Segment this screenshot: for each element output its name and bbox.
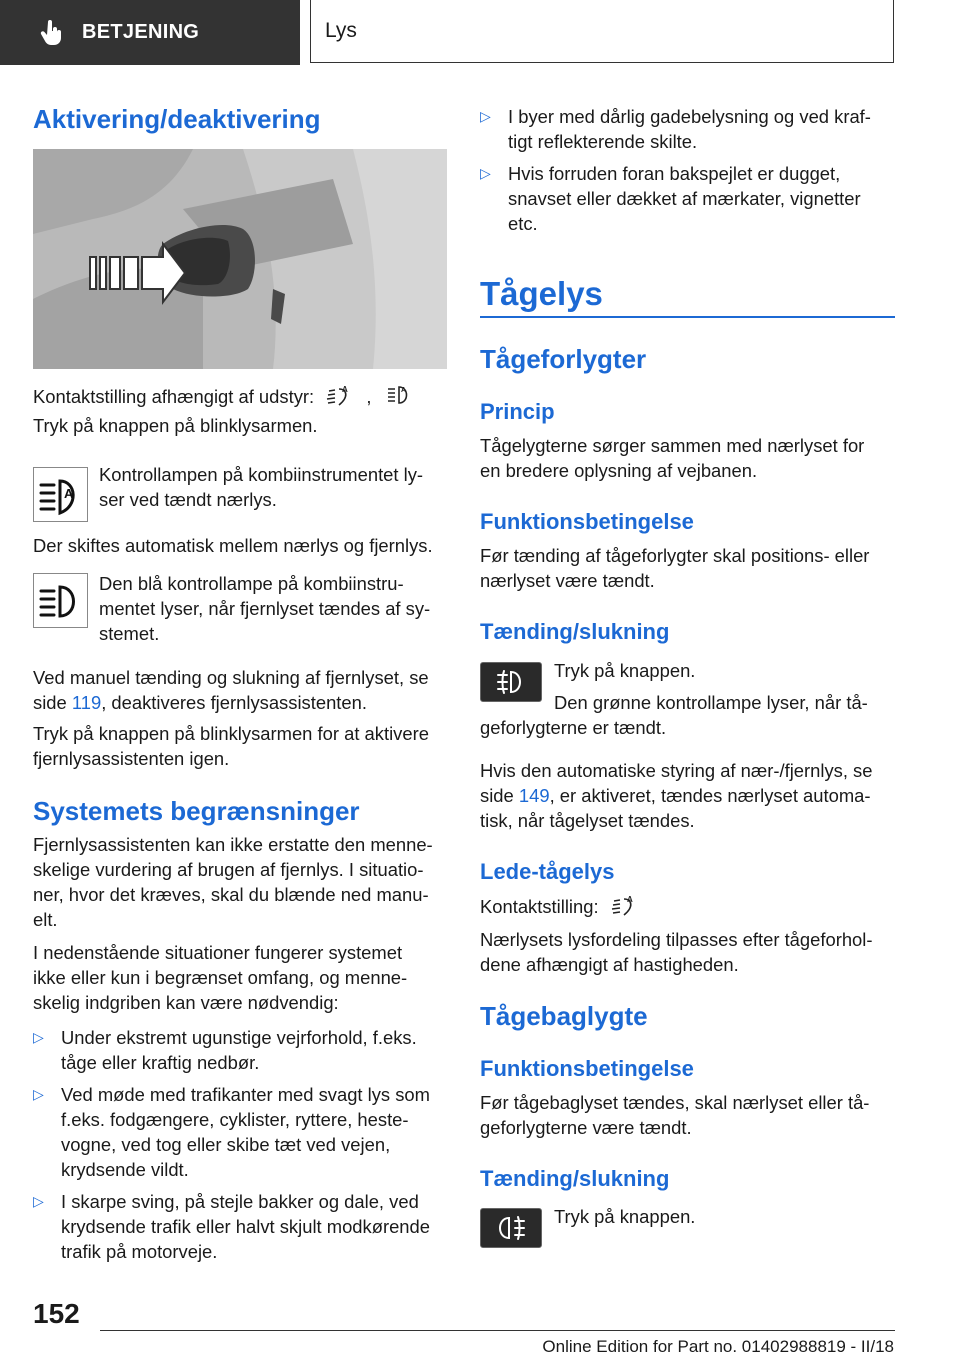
heading-funktionsbetingelse-2: Funktionsbetingelse	[480, 1056, 694, 1081]
funk1-l2: nærlyset være tændt.	[480, 570, 655, 591]
taend1-b: Den grønne kontrollampe lyser, når tå‐	[554, 692, 868, 713]
svg-text:A: A	[626, 895, 633, 904]
auto-light-symbol-icon	[610, 893, 640, 917]
list-item-line: vogne, ved tog eller skibe tæt ved vejen,	[61, 1134, 391, 1155]
front-fog-button[interactable]	[480, 662, 542, 702]
skift-text: Der skiftes automatisk mellem nærlys og fjernlys.	[33, 535, 433, 556]
high-beam-assist-symbol-icon	[385, 383, 415, 407]
indicator-text-2-line1: Den blå kontrollampe på kombiinstru‐	[99, 573, 404, 594]
list-item	[480, 104, 895, 154]
lede-p-l2: dene afhængigt af hastigheden.	[480, 954, 739, 975]
indicator-text-1-line2: ser ved tændt nærlys.	[99, 489, 277, 510]
triangle-bullet-icon: ▷	[480, 165, 491, 181]
list-item-line: Under ekstremt ugunstige vejrforhold, f.eks.	[61, 1027, 417, 1048]
rear-fog-light-icon	[481, 1209, 541, 1247]
list-item-line: I byer med dårlig gadebelysning og ved kraf‐	[508, 106, 871, 127]
edition-text: Online Edition for Part no. 01402988819 - II/18	[542, 1337, 894, 1356]
chapter-title: Lys	[325, 19, 357, 42]
triangle-bullet-icon: ▷	[480, 108, 491, 124]
heading-aktivering: Aktivering/deaktivering	[33, 104, 321, 134]
list-item	[33, 1082, 447, 1182]
svg-text:A: A	[400, 387, 406, 394]
list-item-line: Ved møde med trafikanter med svagt lys som	[61, 1084, 430, 1105]
page-link-149[interactable]: 149	[518, 785, 550, 806]
sys-p1-l3: ner, hvor det kræves, skal du blænde ned manu‐	[33, 884, 429, 905]
list-item-line: f.eks. fodgængere, cyklister, ryttere, heste‐	[61, 1109, 409, 1130]
hand-pointer-icon	[38, 19, 66, 47]
front-fog-light-icon	[481, 663, 541, 701]
heading-funktionsbetingelse-1: Funktionsbetingelse	[480, 509, 694, 534]
manuel-line2	[33, 690, 367, 715]
high-beam-indicator-icon	[34, 574, 87, 627]
manuel-rest: , deaktiveres fjernlysassistenten.	[101, 692, 367, 713]
taend1-c: geforlygterne er tændt.	[480, 717, 667, 738]
funk2-l2: geforlygterne være tændt.	[480, 1117, 692, 1138]
princip-l1: Tågelygterne sørger sammen med nærlyset for	[480, 435, 865, 456]
tryk-text-1: Tryk på knappen på blinklysarmen.	[33, 415, 318, 436]
kontakt-line	[33, 383, 415, 409]
taend1-a: Tryk på knappen.	[554, 660, 696, 681]
list-item	[33, 1189, 447, 1264]
taend2-text: Tryk på knappen.	[554, 1206, 696, 1227]
auto-l3: tisk, når tågelyset tændes.	[480, 810, 695, 831]
auto-l1: Hvis den automatiske styring af nær-/fjernlys, se	[480, 760, 873, 781]
kontakt-text: Kontaktstilling afhængigt af udstyr:	[33, 386, 315, 407]
princip-l2: en bredere oplysning af vejbanen.	[480, 460, 758, 481]
svg-text:A: A	[64, 486, 74, 501]
triangle-bullet-icon: ▷	[33, 1193, 44, 1209]
heading-tageforlygter: Tågeforlygter	[480, 344, 647, 374]
indicator-box-auto	[33, 467, 88, 522]
heading-princip: Princip	[480, 399, 555, 424]
tryk2-line2: fjernlysassistenten igen.	[33, 748, 230, 769]
list-item-line: tåge eller kraftig nedbør.	[61, 1052, 260, 1073]
heading-lede: Lede-tågelys	[480, 859, 615, 884]
list-item-line: trafik på motorveje.	[61, 1241, 218, 1262]
lede-p-l1: Nærlysets lysfordeling tilpasses efter tågeforhol‐	[480, 929, 873, 950]
continued-list	[480, 104, 895, 236]
list-item-line: snavset eller dækket af mærkater, vignetter	[508, 188, 861, 209]
auto-rest: , er aktiveret, tændes nærlyset automa‐	[549, 785, 871, 806]
manuel-line1: Ved manuel tænding og slukning af fjernlyset, se	[33, 667, 429, 688]
footer-rule	[100, 1330, 895, 1331]
chapter-tab	[310, 0, 894, 63]
lede-kontakt-line	[480, 893, 640, 919]
kontakt-separator: ,	[366, 386, 372, 407]
list-item-line: I skarpe sving, på stejle bakker og dale, ved	[61, 1191, 419, 1212]
section-title: BETJENING	[82, 21, 200, 43]
stalk-illustration	[33, 149, 447, 369]
heading-taending-2: Tænding/slukning	[480, 1166, 670, 1191]
indicator-box-highbeam	[33, 573, 88, 628]
triangle-bullet-icon: ▷	[33, 1029, 44, 1045]
list-item-line: etc.	[508, 213, 538, 234]
auto-light-symbol-icon	[325, 383, 355, 407]
section-tab	[0, 0, 300, 65]
sys-p2-l3: skelig indgriben kan være nødvendig:	[33, 992, 339, 1013]
sys-p2-l2: ikke eller kun i begrænset omfang, og menne‐	[33, 967, 408, 988]
auto-headlight-indicator-icon	[34, 468, 87, 521]
list-item-line: Hvis forruden foran bakspejlet er dugget,	[508, 163, 841, 184]
heading-tagebaglygte: Tågebaglygte	[480, 1001, 648, 1031]
heading-systemets: Systemets begrænsninger	[33, 796, 360, 826]
page-link-119[interactable]: 119	[71, 692, 102, 713]
indicator-text-2-line2: mentet lyser, når fjernlyset tændes af sy‐	[99, 598, 431, 619]
funk1-l1: Før tænding af tågeforlygter skal positions- eller	[480, 545, 870, 566]
funk2-l1: Før tågebaglyset tændes, skal nærlyset eller tå‐	[480, 1092, 870, 1113]
list-item-line: krydsende trafik eller halvt skjult modkørende	[61, 1216, 430, 1237]
svg-text:A: A	[342, 385, 349, 394]
heading-taending-1: Tænding/slukning	[480, 619, 670, 644]
sys-p2-l1: I nedenstående situationer fungerer systemet	[33, 942, 403, 963]
rear-fog-button[interactable]	[480, 1208, 542, 1248]
tryk2-line1: Tryk på knappen på blinklysarmen for at aktivere	[33, 723, 429, 744]
sys-p1-l1: Fjernlysassistenten kan ikke erstatte den menne‐	[33, 834, 433, 855]
lede-kontakt-text: Kontaktstilling:	[480, 896, 599, 917]
auto-l2	[480, 783, 871, 808]
manuel-side-word: side	[33, 692, 67, 713]
sys-p1-l4: elt.	[33, 909, 58, 930]
indicator-text-2-line3: stemet.	[99, 623, 160, 644]
list-item	[33, 1025, 447, 1075]
sys-p1-l2: skelige vurdering af brugen af fjernlys. I situatio‐	[33, 859, 424, 880]
indicator-text-1-line1: Kontrollampen på kombiinstrumentet ly‐	[99, 464, 424, 485]
chapter-heading-tagelys: Tågelys	[480, 275, 603, 312]
page-number: 152	[33, 1298, 80, 1329]
auto-side-word: side	[480, 785, 514, 806]
list-item	[480, 161, 895, 236]
chapter-rule	[480, 316, 895, 318]
list-item-line: tigt reflekterende skilte.	[508, 131, 698, 152]
list-item-line: krydsende vildt.	[61, 1159, 189, 1180]
triangle-bullet-icon: ▷	[33, 1086, 44, 1102]
limitations-list	[33, 1025, 447, 1264]
